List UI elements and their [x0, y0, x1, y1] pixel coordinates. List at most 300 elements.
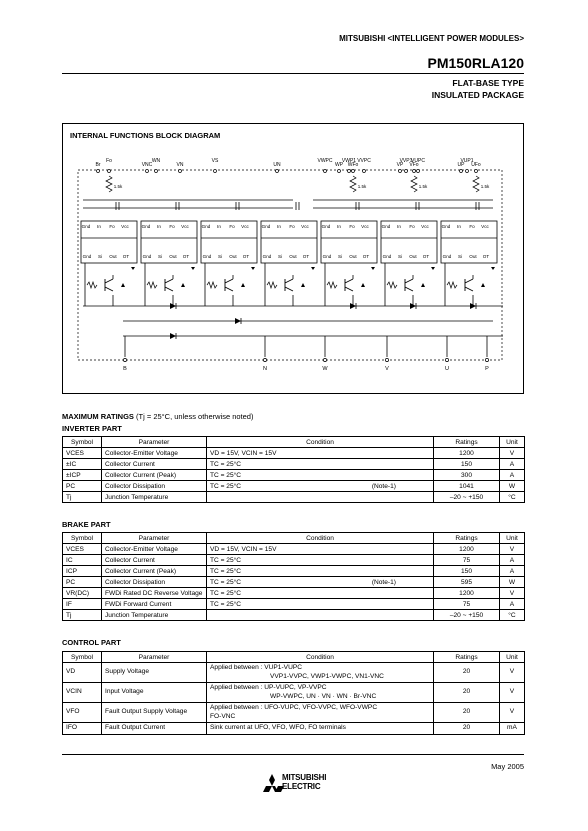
table-row: [63, 459, 525, 470]
diode-icon: [170, 333, 176, 339]
header-brand: MITSUBISHI <INTELLIGENT POWER MODULES>: [339, 34, 524, 43]
terminal-icon: [338, 170, 341, 173]
cell-parameter: Junction Temperature: [102, 610, 207, 621]
col-ratings: Ratings: [434, 652, 500, 663]
ground-icon: [311, 267, 315, 270]
cell-rating: 1200: [434, 544, 500, 555]
pin-label-top: UN: [273, 162, 281, 168]
ic-pin-label: OT: [302, 254, 310, 259]
cell-unit: W: [500, 577, 525, 588]
ic-pin-label: Fo: [469, 224, 475, 229]
ic-pin-label: Gnd: [382, 254, 392, 259]
resistor-label: 1.5k: [113, 184, 123, 189]
control-ratings-table: [62, 651, 525, 735]
col-parameter: Parameter: [102, 437, 207, 448]
table-row: [63, 448, 525, 459]
cell-unit: V: [500, 683, 525, 703]
pin-label-top: VFo: [409, 162, 419, 168]
terminal-icon: [97, 170, 100, 173]
resistor-label: 1.5k: [357, 184, 367, 189]
pin-label-top: VUP1: [460, 158, 474, 164]
cell-rating: 300: [434, 470, 500, 481]
pin-label-top: UFo: [471, 162, 481, 168]
terminal-icon: [445, 358, 448, 361]
table-row: [63, 663, 525, 683]
terminal-icon: [413, 170, 416, 173]
col-symbol: Symbol: [63, 437, 102, 448]
cell-condition: [207, 470, 434, 481]
ic-pin-label: In: [397, 224, 401, 229]
ic-pin-label: In: [457, 224, 461, 229]
table-row: [63, 544, 525, 555]
block-diagram: [63, 124, 523, 393]
col-parameter: Parameter: [102, 652, 207, 663]
table-row: [63, 555, 525, 566]
cell-unit: °C: [500, 492, 525, 503]
ic-pin-label: OT: [482, 254, 490, 259]
resistor-label: 1.5k: [480, 184, 490, 189]
terminal-icon: [348, 170, 351, 173]
terminal-icon: [324, 170, 327, 173]
cell-unit: A: [500, 470, 525, 481]
logo-line-2: ELECTRIC: [282, 781, 321, 791]
cell-symbol: VCES: [63, 544, 102, 555]
terminal-icon: [460, 170, 463, 173]
condition-line-1: Applied between : UFO-VUPC, VFO-VVPC, WFO-VWPC: [210, 704, 378, 711]
pin-label-top: WP: [334, 162, 344, 168]
condition-text: TC = 25°C: [210, 567, 242, 575]
ground-icon: [131, 267, 135, 270]
cell-symbol: Tj: [63, 492, 102, 503]
cell-condition: [207, 610, 434, 621]
cell-condition: [207, 723, 434, 735]
ic-pin-label: Gnd: [442, 254, 452, 259]
terminal-icon: [179, 170, 182, 173]
col-ratings: Ratings: [434, 437, 500, 448]
cell-parameter: Supply Voltage: [102, 663, 207, 683]
sense-resistor-icon: [387, 282, 397, 288]
ground-icon: [491, 267, 495, 270]
col-ratings: Ratings: [434, 533, 500, 544]
ic-pin-label: In: [157, 224, 161, 229]
pin-label-top: Fo: [106, 158, 112, 164]
ic-pin-label: Fo: [169, 224, 175, 229]
ic-pin-label: Si: [157, 254, 163, 259]
cell-condition: [207, 448, 434, 459]
ic-pin-label: Gnd: [201, 224, 211, 229]
ic-pin-label: In: [277, 224, 281, 229]
condition-text: VD = 15V, VCIN = 15V: [210, 449, 277, 457]
ic-pin-label: Vcc: [181, 224, 189, 229]
logo-line-1: MITSUBISHI: [282, 773, 327, 782]
igbt-icon: [405, 279, 413, 291]
pin-label-top: VVPC: [357, 158, 371, 164]
ic-pin-label: Gnd: [202, 254, 212, 259]
pin-label-top: UP: [457, 162, 465, 168]
pin-label-top: VP: [396, 162, 404, 168]
brake-ratings-table: [62, 532, 525, 621]
diode-icon: [301, 283, 305, 287]
max-ratings-heading: MAXIMUM RATINGS: [62, 412, 134, 421]
ic-pin-label: Out: [169, 254, 177, 259]
terminal-icon: [363, 170, 366, 173]
cell-parameter: Collector-Emitter Voltage: [102, 448, 207, 459]
cell-condition: [207, 663, 434, 683]
cell-unit: V: [500, 703, 525, 723]
ic-pin-label: In: [337, 224, 341, 229]
max-ratings-title: [62, 412, 253, 421]
ic-pin-label: Fo: [289, 224, 295, 229]
ic-pin-label: Out: [469, 254, 477, 259]
condition-text: TC = 25°C: [210, 460, 242, 468]
igbt-icon: [105, 279, 113, 291]
ic-pin-label: OT: [122, 254, 130, 259]
ic-pin-label: Gnd: [81, 224, 91, 229]
pin-label-top: VVP1: [399, 158, 413, 164]
cell-parameter: Collector Current: [102, 555, 207, 566]
pin-label-top: VS: [211, 158, 219, 164]
cell-condition: [207, 703, 434, 723]
pin-label-bottom: P: [485, 366, 489, 372]
diode-icon: [421, 283, 425, 287]
igbt-icon: [285, 279, 293, 291]
cell-unit: A: [500, 599, 525, 610]
block-diagram-title: INTERNAL FUNCTIONS BLOCK DIAGRAM: [70, 131, 221, 140]
header-divider: [62, 73, 524, 74]
cell-unit: A: [500, 566, 525, 577]
cell-unit: A: [500, 555, 525, 566]
condition-text: TC = 25°C: [210, 471, 242, 479]
condition-line-1: Sink current at UFO, VFO, WFO, FO terminals: [210, 724, 346, 731]
ic-pin-label: Out: [109, 254, 117, 259]
table-row: [63, 588, 525, 599]
pin-label-bottom: B: [123, 366, 127, 372]
condition-text: TC = 25°C: [210, 600, 242, 608]
diode-icon: [361, 283, 365, 287]
cell-unit: V: [500, 544, 525, 555]
col-condition: Condition: [207, 533, 434, 544]
resistor-icon: [350, 176, 356, 192]
ic-pin-label: Out: [289, 254, 297, 259]
cell-condition: [207, 492, 434, 503]
cell-unit: °C: [500, 610, 525, 621]
terminal-icon: [405, 170, 408, 173]
table-header-row: [63, 533, 525, 544]
cell-rating: 595: [434, 577, 500, 588]
cell-rating: 75: [434, 599, 500, 610]
cell-parameter: Fault Output Current: [102, 723, 207, 735]
cell-unit: W: [500, 481, 525, 492]
igbt-icon: [345, 279, 353, 291]
ic-pin-label: Fo: [109, 224, 115, 229]
cell-rating: –20 ~ +150: [434, 492, 500, 503]
cell-condition: [207, 555, 434, 566]
table-row: [63, 470, 525, 481]
ic-pin-label: Si: [457, 254, 463, 259]
terminal-icon: [123, 358, 126, 361]
cell-unit: mA: [500, 723, 525, 735]
cell-parameter: FWDi Forward Current: [102, 599, 207, 610]
ic-pin-label: OT: [362, 254, 370, 259]
brake-part-title: BRAKE PART: [62, 520, 111, 529]
cell-rating: 20: [434, 723, 500, 735]
col-symbol: Symbol: [63, 652, 102, 663]
pin-label-bottom: W: [322, 366, 328, 372]
ic-pin-label: Fo: [229, 224, 235, 229]
sense-resistor-icon: [447, 282, 457, 288]
ic-pin-label: Out: [349, 254, 357, 259]
cell-parameter: Collector Dissipation: [102, 481, 207, 492]
condition-text: TC = 25°C: [210, 556, 242, 564]
ic-pin-label: Gnd: [262, 254, 272, 259]
publication-date: May 2005: [491, 762, 524, 771]
cell-rating: 20: [434, 663, 500, 683]
cell-rating: 150: [434, 566, 500, 577]
ic-pin-label: Gnd: [321, 224, 331, 229]
cell-symbol: ±ICP: [63, 470, 102, 481]
terminal-icon: [385, 358, 388, 361]
ic-pin-label: Fo: [409, 224, 415, 229]
cell-condition: [207, 459, 434, 470]
cell-condition: [207, 588, 434, 599]
condition-text: TC = 25°C: [210, 589, 242, 597]
terminal-icon: [214, 170, 217, 173]
ic-pin-label: Gnd: [441, 224, 451, 229]
inverter-part-title: INVERTER PART: [62, 424, 122, 433]
condition-text: TC = 25°C: [210, 482, 242, 490]
diode-icon: [121, 283, 125, 287]
footer-divider: [62, 754, 524, 755]
ic-pin-label: In: [97, 224, 101, 229]
cell-condition: [207, 566, 434, 577]
terminal-icon: [276, 170, 279, 173]
ground-icon: [191, 267, 195, 270]
ic-pin-label: In: [217, 224, 221, 229]
logo-wordmark: [282, 774, 326, 791]
block-diagram-frame: [62, 123, 524, 394]
cell-condition: [207, 599, 434, 610]
cell-symbol: PC: [63, 481, 102, 492]
pin-label-top: WN: [151, 158, 161, 164]
ic-pin-label: Out: [229, 254, 237, 259]
sense-resistor-icon: [267, 282, 277, 288]
cell-unit: V: [500, 663, 525, 683]
cell-symbol: IC: [63, 555, 102, 566]
col-parameter: Parameter: [102, 533, 207, 544]
ic-pin-label: Gnd: [142, 254, 152, 259]
diode-icon: [181, 283, 185, 287]
condition-line-1: Applied between : VUP1-VUPC: [210, 664, 302, 671]
cell-rating: 20: [434, 683, 500, 703]
ground-icon: [251, 267, 255, 270]
condition-note: (Note-1): [371, 578, 396, 586]
cell-parameter: Collector-Emitter Voltage: [102, 544, 207, 555]
terminal-icon: [466, 170, 469, 173]
ic-pin-label: Fo: [349, 224, 355, 229]
col-symbol: Symbol: [63, 533, 102, 544]
cell-rating: 20: [434, 703, 500, 723]
ic-pin-label: Vcc: [421, 224, 429, 229]
table-row: [63, 610, 525, 621]
terminal-icon: [323, 358, 326, 361]
pin-label-top: VN: [176, 162, 184, 168]
pin-label-top: VWP1: [341, 158, 357, 164]
sense-resistor-icon: [327, 282, 337, 288]
col-condition: Condition: [207, 437, 434, 448]
cell-condition: [207, 683, 434, 703]
sense-resistor-icon: [207, 282, 217, 288]
condition-note: (Note-1): [371, 482, 396, 490]
col-unit: Unit: [500, 652, 525, 663]
cell-symbol: VCIN: [63, 683, 102, 703]
diode-icon: [241, 283, 245, 287]
cell-rating: 150: [434, 459, 500, 470]
pin-label-top: VWPC: [317, 158, 333, 164]
igbt-icon: [225, 279, 233, 291]
condition-line-1: Applied between : UP-VUPC, VP-VVPC: [210, 684, 327, 691]
ground-icon: [431, 267, 435, 270]
resistor-icon: [106, 176, 112, 192]
ground-icon: [371, 267, 375, 270]
igbt-icon: [465, 279, 473, 291]
terminal-icon: [108, 170, 111, 173]
ic-pin-label: OT: [182, 254, 190, 259]
ic-pin-label: Gnd: [322, 254, 332, 259]
resistor-label: 1.5k: [418, 184, 428, 189]
pin-label-top: WFo: [347, 162, 359, 168]
cell-rating: 1200: [434, 448, 500, 459]
ic-pin-label: Vcc: [481, 224, 489, 229]
cell-parameter: Collector Current (Peak): [102, 470, 207, 481]
cell-parameter: Junction Temperature: [102, 492, 207, 503]
condition-line-2: FO-VNC: [210, 712, 236, 720]
terminal-icon: [399, 170, 402, 173]
cell-symbol: ICP: [63, 566, 102, 577]
ic-pin-label: Gnd: [261, 224, 271, 229]
igbt-icon: [165, 279, 173, 291]
max-ratings-note: (Tj = 25°C, unless otherwise noted): [136, 412, 254, 421]
condition-text: VD = 15V, VCIN = 15V: [210, 545, 277, 553]
control-part-title: CONTROL PART: [62, 638, 121, 647]
diode-icon: [481, 283, 485, 287]
cell-rating: 1041: [434, 481, 500, 492]
col-unit: Unit: [500, 533, 525, 544]
terminal-icon: [352, 170, 355, 173]
condition-line-2: VVP1-VVPC, VWP1-VWPC, VN1-VNC: [270, 672, 384, 680]
col-unit: Unit: [500, 437, 525, 448]
cell-parameter: Input Voltage: [102, 683, 207, 703]
cell-parameter: Collector Dissipation: [102, 577, 207, 588]
table-row: [63, 577, 525, 588]
table-row: [63, 481, 525, 492]
cell-condition: [207, 481, 434, 492]
cell-symbol: VCES: [63, 448, 102, 459]
sense-resistor-icon: [87, 282, 97, 288]
diode-icon: [235, 318, 241, 324]
ic-pin-label: Gnd: [141, 224, 151, 229]
ic-pin-label: Out: [409, 254, 417, 259]
col-condition: Condition: [207, 652, 434, 663]
pin-label-bottom: N: [263, 366, 267, 372]
terminal-icon: [475, 170, 478, 173]
terminal-icon: [155, 170, 158, 173]
cell-rating: 75: [434, 555, 500, 566]
ic-pin-label: Si: [217, 254, 223, 259]
ic-pin-label: Si: [277, 254, 283, 259]
pin-label-bottom: U: [445, 366, 449, 372]
cell-condition: [207, 544, 434, 555]
table-header-row: [63, 437, 525, 448]
ic-pin-label: Vcc: [121, 224, 129, 229]
ic-pin-label: Si: [397, 254, 403, 259]
terminal-icon: [485, 358, 488, 361]
cell-symbol: ±IC: [63, 459, 102, 470]
inverter-ratings-table: [62, 436, 525, 503]
cell-symbol: VD: [63, 663, 102, 683]
cell-symbol: IFO: [63, 723, 102, 735]
ic-pin-label: Gnd: [82, 254, 92, 259]
condition-text: TC = 25°C: [210, 578, 242, 586]
cell-parameter: Collector Current: [102, 459, 207, 470]
module-boundary: [78, 170, 502, 360]
table-header-row: [63, 652, 525, 663]
cell-parameter: Fault Output Supply Voltage: [102, 703, 207, 723]
cell-symbol: VFO: [63, 703, 102, 723]
cell-rating: 1200: [434, 588, 500, 599]
cell-condition: [207, 577, 434, 588]
cell-symbol: PC: [63, 577, 102, 588]
resistor-icon: [473, 176, 479, 192]
ic-pin-label: OT: [242, 254, 250, 259]
pin-label-top: VUPC: [411, 158, 425, 164]
condition-line-2: WP-VWPC, UN · VN · WN · Br-VNC: [270, 692, 377, 700]
pin-label-bottom: V: [385, 366, 389, 372]
resistor-icon: [411, 176, 417, 192]
cell-unit: V: [500, 588, 525, 599]
table-row: [63, 599, 525, 610]
pin-label-top: VNC: [141, 162, 153, 168]
table-row: [63, 566, 525, 577]
table-row: [63, 703, 525, 723]
header-subtitle-flat-base: FLAT-BASE TYPE: [452, 78, 524, 88]
terminal-icon: [417, 170, 420, 173]
cell-unit: A: [500, 459, 525, 470]
terminal-icon: [146, 170, 149, 173]
ic-pin-label: Vcc: [361, 224, 369, 229]
ic-pin-label: Vcc: [301, 224, 309, 229]
cell-unit: V: [500, 448, 525, 459]
header-model-number: PM150RLA120: [427, 55, 524, 71]
cell-symbol: IF: [63, 599, 102, 610]
ic-pin-label: Si: [97, 254, 103, 259]
table-row: [63, 683, 525, 703]
ic-pin-label: Si: [337, 254, 343, 259]
ic-pin-label: Gnd: [381, 224, 391, 229]
cell-rating: –20 ~ +150: [434, 610, 500, 621]
header-subtitle-insulated: INSULATED PACKAGE: [431, 90, 524, 100]
table-row: [63, 723, 525, 735]
cell-symbol: Tj: [63, 610, 102, 621]
sense-resistor-icon: [147, 282, 157, 288]
cell-parameter: Collector Current (Peak): [102, 566, 207, 577]
table-row: [63, 492, 525, 503]
ic-pin-label: OT: [422, 254, 430, 259]
ic-pin-label: Vcc: [241, 224, 249, 229]
cell-symbol: VR(DC): [63, 588, 102, 599]
cell-parameter: FWDi Rated DC Reverse Voltage: [102, 588, 207, 599]
terminal-icon: [263, 358, 266, 361]
pin-label-top: Br: [95, 162, 101, 168]
